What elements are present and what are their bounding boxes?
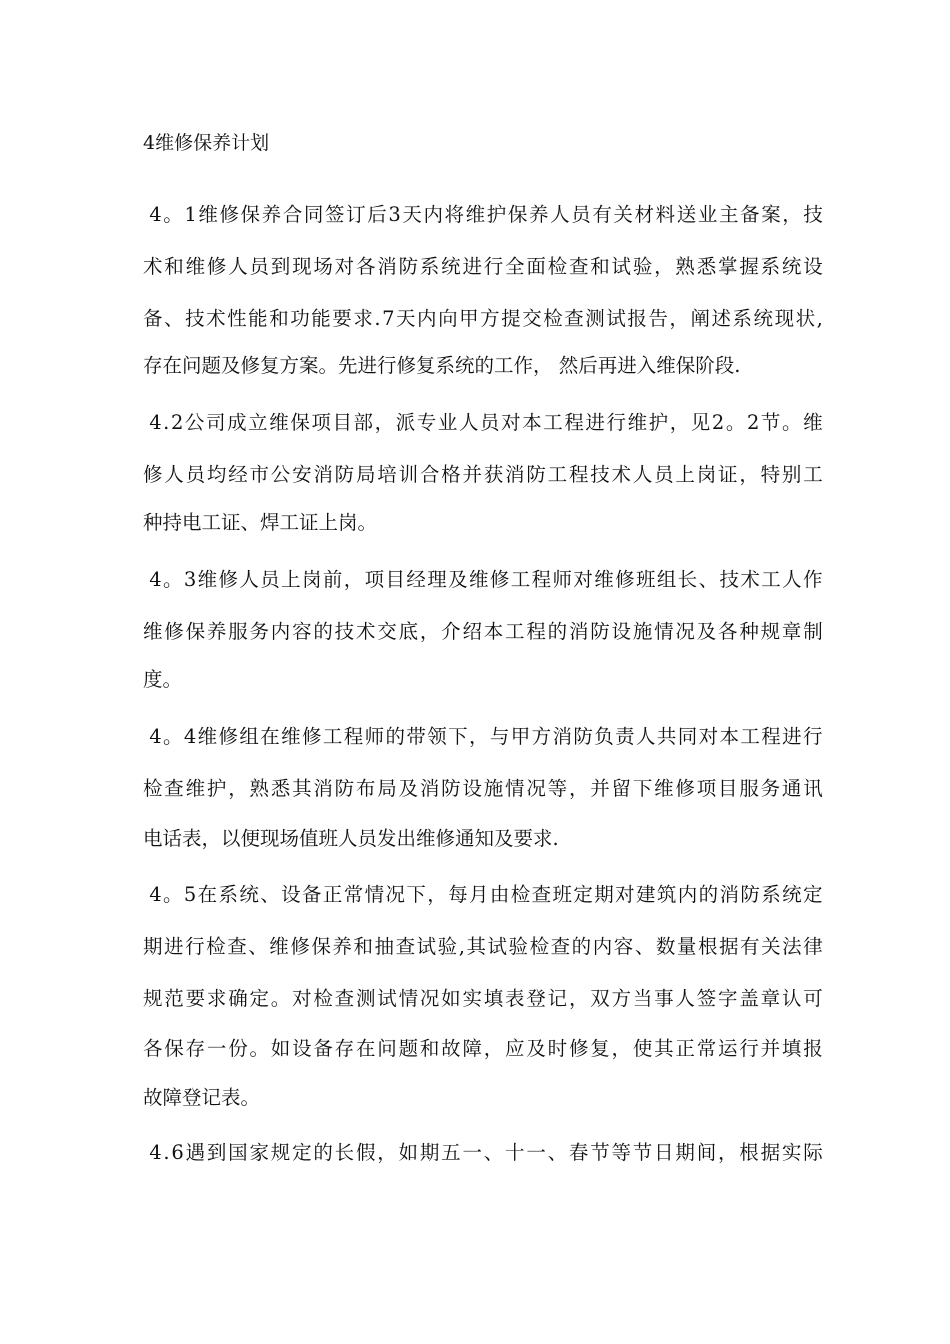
text-line: 度。 — [143, 668, 183, 691]
text-line: 故障登记表。 — [143, 1086, 261, 1109]
text-line: 4 。 4 维 修 组 在 维 修 工 程 师 的 带 领 下 ， 与 甲 方 消 防 负 责 人 共 同 对 本 工 程 进 行 — [143, 725, 823, 748]
text-line: 4 。 1 维 修 保 养 合 同 签 订 后 3 天 内 将 维 护 保 养 人 员 有 关 材 料 送 业 主 备 案 ， 技 — [143, 203, 823, 226]
text-line: 4 。 3 维 修 人 员 上 岗 前 ， 项 目 经 理 及 维 修 工 程 师 对 维 修 班 组 长 、 技 术 工 人 作 — [143, 568, 823, 591]
text-line: 4 . 6 遇 到 国 家 规 定 的 长 假 ， 如 期 五 一 、 十 一 、 春 节 等 节 日 期 间 ， 根 据 实 际 — [143, 1141, 823, 1164]
text-line: 维 修 保 养 服 务 内 容 的 技 术 交 底 ， 介 绍 本 工 程 的 消 防 设 施 情 况 及 各 种 规 章 制 — [143, 620, 823, 643]
text-line: 修 人 员 均 经 市 公 安 消 防 局 培 训 合 格 并 获 消 防 工 程 技 术 人 员 上 岗 证 ， 特 别 工 — [143, 463, 823, 486]
text-line: 规 范 要 求 确 定 。 对 检 查 测 试 情 况 如 实 填 表 登 记 ， 双 方 当 事 人 签 字 盖 章 认 可 — [143, 987, 823, 1010]
text-line: 电话表，以便现场值班人员发出维修通知及要求. — [143, 827, 559, 850]
text-line: 术 和 维 修 人 员 到 现 场 对 各 消 防 系 统 进 行 全 面 检 查 和 试 验 ， 熟 悉 掌 握 系 统 设 — [143, 255, 823, 278]
text-line: 4 . 2 公 司 成 立 维 保 项 目 部 ， 派 专 业 人 员 对 本 工 程 进 行 维 护 ， 见 2 。 2 节 。 维 — [143, 411, 823, 434]
text-line: 存在问题及修复方案。先进行修复系统的工作， 然后再进入维保阶段. — [143, 354, 741, 377]
section-heading: 4维修保养计划 — [143, 132, 270, 154]
text-line: 种持电工证、焊工证上岗。 — [143, 511, 378, 534]
text-line: 检 查 维 护 ， 熟 悉 其 消 防 布 局 及 消 防 设 施 情 况 等 ， 并 留 下 维 修 项 目 服 务 通 讯 — [143, 777, 823, 800]
text-line: 期 进 行 检 查 、 维 修 保 养 和 抽 查 试 验 , 其 试 验 检 查 的 内 容 、 数 量 根 据 有 关 法 律 — [143, 935, 823, 958]
text-line: 各 保 存 一 份 。 如 设 备 存 在 问 题 和 故 障 ， 应 及 时 修 复 ， 使 其 正 常 运 行 并 填 报 — [143, 1037, 823, 1060]
text-line: 备 、 技 术 性 能 和 功 能 要 求 . 7 天 内 向 甲 方 提 交 检 查 测 试 报 告 ， 阐 述 系 统 现 状 , — [143, 307, 823, 330]
text-line: 4 。 5 在 系 统 、 设 备 正 常 情 况 下 ， 每 月 由 检 查 班 定 期 对 建 筑 内 的 消 防 系 统 定 — [143, 883, 823, 906]
